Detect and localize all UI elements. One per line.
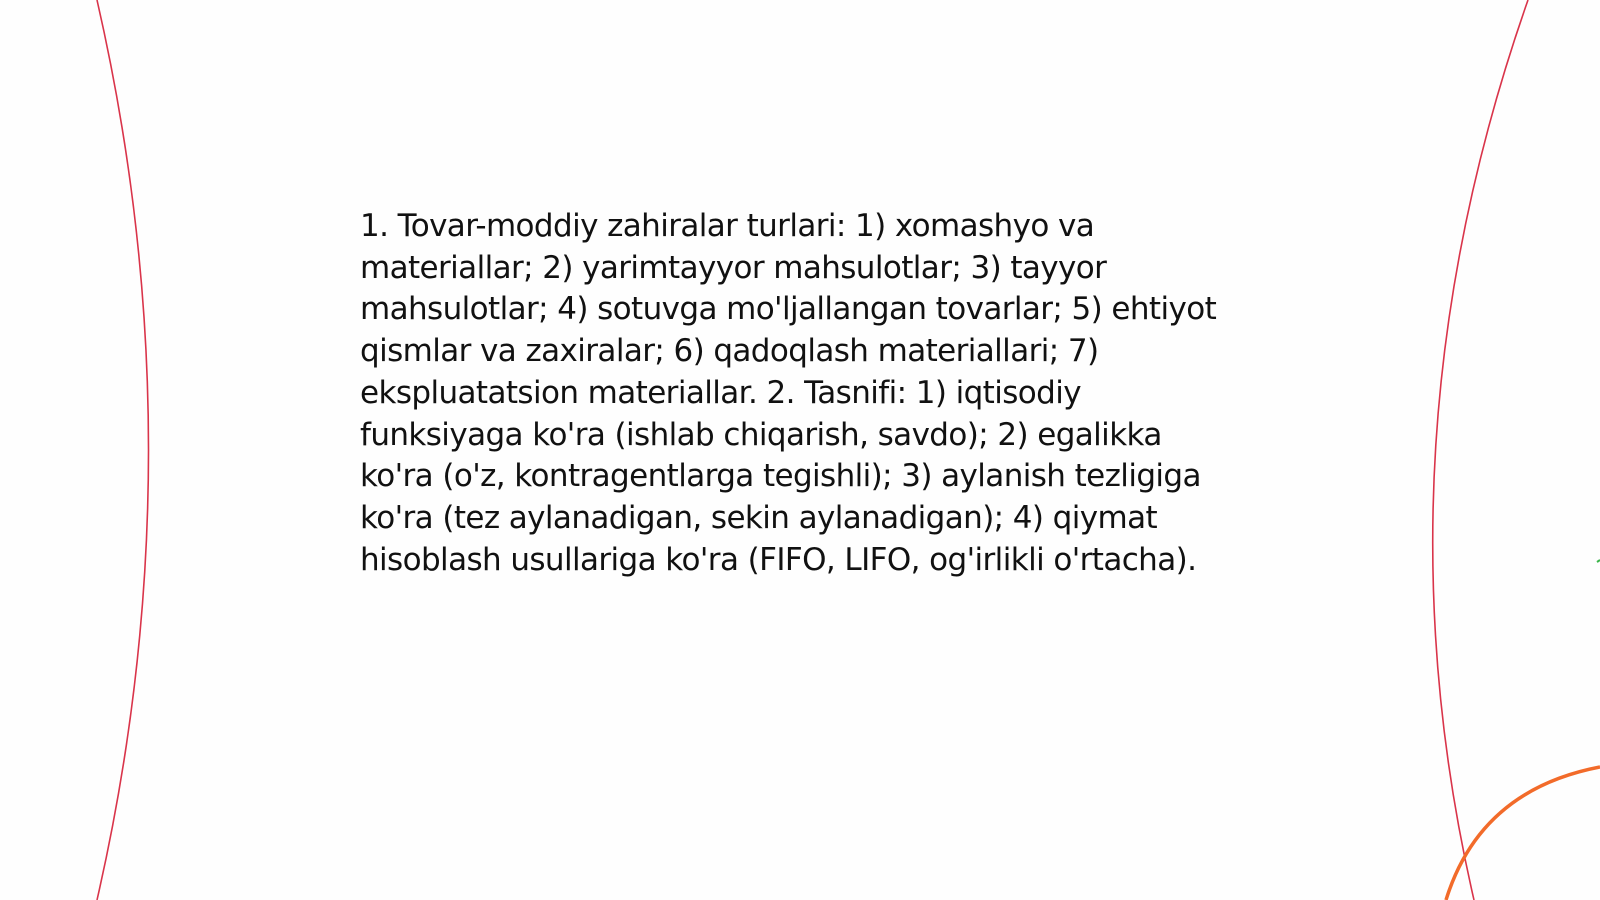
right-border-curve bbox=[1433, 0, 1528, 900]
slide-body-text: 1. Tovar-moddiy zahiralar turlari: 1) xomashyo va materiallar; 2) yarimtayyor mahsulotlar; 3) tayyor mahsulotlar; 4) sotuvga mo'ljallangan tovarlar; 5) ehtiyot qismlar va zaxiralar; 6) qadoqlash materiallari; 7) ekspluatatsion materiallar. 2. Tasnifi: 1) iqtisodiy funksiyaga ko'ra (ishlab chiqarish, savdo); 2) egalikka ko'ra (o'z, kontragentlarga tegishli); 3) aylanish tezligiga ko'ra (tez aylanadigan, sekin aylanadigan); 4) qiymat hisoblash usullariga ko'ra (FIFO, LIFO, og'irlikli o'rtacha). bbox=[360, 208, 1217, 578]
left-border-curve bbox=[97, 0, 149, 900]
